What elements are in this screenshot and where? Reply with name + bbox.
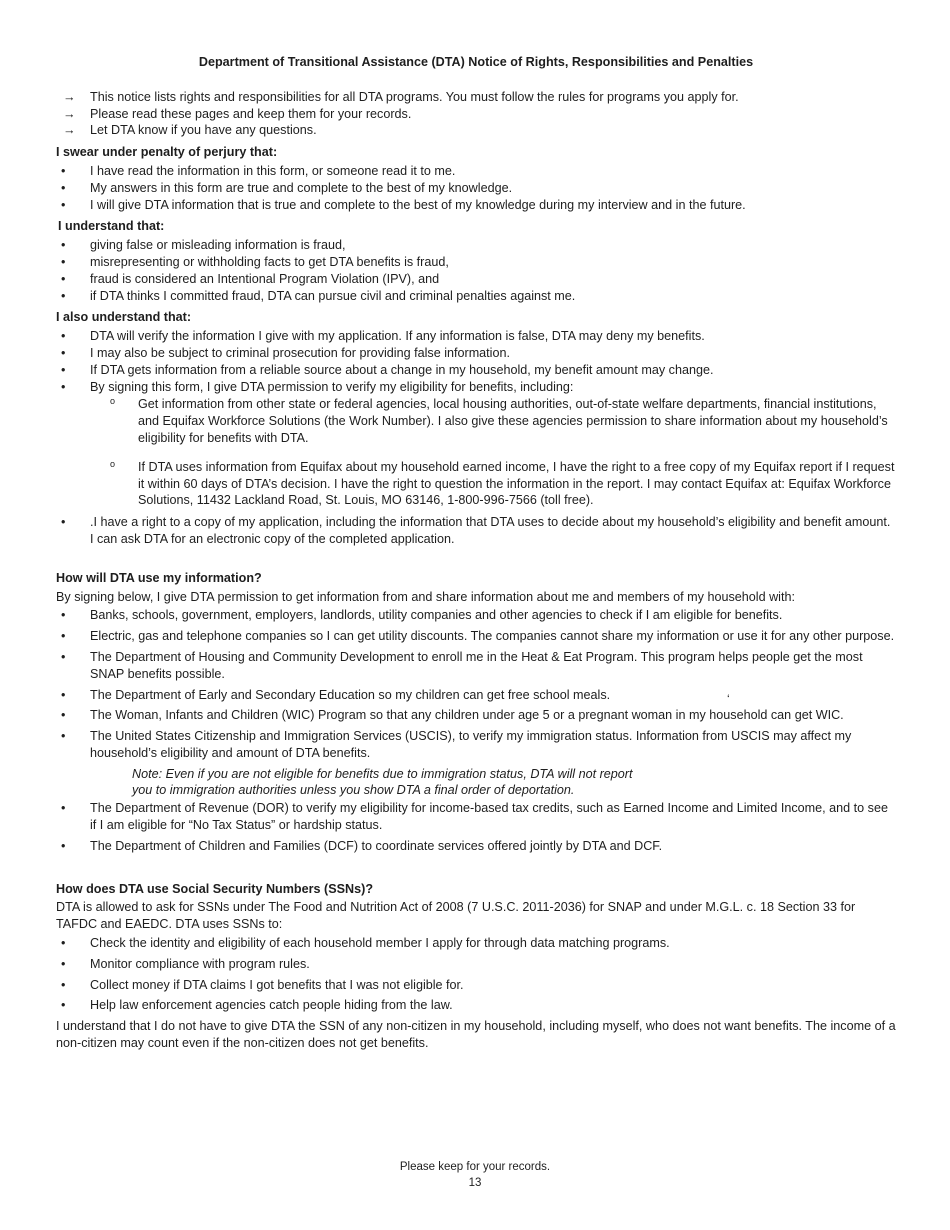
bullet-icon: • bbox=[61, 362, 66, 377]
list-item: → Let DTA know if you have any questions. bbox=[63, 123, 317, 138]
page-number: 13 bbox=[468, 1176, 482, 1189]
use-info-intro: By signing below, I give DTA permission to get information from and share information about me and members of my household with: bbox=[56, 589, 795, 604]
bullet-icon: • bbox=[61, 254, 66, 269]
understand-list bbox=[56, 237, 896, 304]
also-understand-list bbox=[56, 328, 896, 548]
use-info-list-continued bbox=[56, 800, 896, 854]
list-item: • I may also be subject to criminal prosecution for providing false information. bbox=[61, 345, 510, 360]
immigration-note: Note: Even if you are not eligible for benefits due to immigration status, DTA will not report you to immigration authorities unless you show DTA a final order of deportation. bbox=[132, 766, 633, 798]
bullet-icon: • bbox=[61, 998, 66, 1013]
understand-heading: I understand that: bbox=[58, 219, 165, 234]
arrow-icon: → bbox=[63, 123, 76, 138]
list-item: • if DTA thinks I committed fraud, DTA can pursue civil and criminal penalties against me. bbox=[61, 288, 576, 303]
ssn-intro: DTA is allowed to ask for SSNs under The Food and Nutrition Act of 2008 (7 U.S.C. 2011-2036) for SNAP and under M.G.L. c. 18 Section 33 for TAFDC and EAEDC. DTA uses SSNs to: bbox=[56, 900, 856, 932]
list-item: • By signing this form, I give DTA permission to verify my eligibility for benefits, including: bbox=[61, 379, 574, 394]
bullet-icon: • bbox=[61, 649, 66, 664]
list-item: • If DTA gets information from a reliable source about a change in my household, my benefit amount may change. bbox=[61, 362, 714, 377]
circle-bullet-icon: o bbox=[110, 396, 116, 407]
perjury-list bbox=[56, 163, 896, 213]
bullet-icon: • bbox=[61, 629, 66, 644]
list-item: • The Department of Housing and Community Development to enroll me in the Heat & Eat Program. This program helps people get the most SNAP benefits possible. bbox=[61, 649, 863, 681]
bullet-icon: • bbox=[61, 608, 66, 623]
bullet-icon: • bbox=[61, 238, 66, 253]
perjury-heading: I swear under penalty of perjury that: bbox=[56, 145, 278, 160]
sub-list-item: o Get information from other state or federal agencies, local housing authorities, out-of-state welfare departments, financial institutions, and Equifax Workforce Solutions (the Work Number). I also give these agencies permission to share information about my household’s eligibility for benefits with DTA. bbox=[56, 396, 896, 446]
arrow-icon: → bbox=[63, 89, 76, 104]
use-info-list bbox=[56, 607, 896, 761]
page-footer bbox=[0, 1160, 950, 1191]
sub-list-item: o If DTA uses information from Equifax about my household earned income, I have the right to a free copy of my Equifax report if I request it within 60 days of DTA’s decision. I have the right to question the information in the report. I may contact Equifax at: Equifax Workforce Solutions, 11432 Lackland Road, St. Louis, MO 63146, 1-800-996-7566 (toll free). bbox=[56, 459, 896, 509]
list-item: • DTA will verify the information I give with my application. If any information is false, DTA may deny my benefits. bbox=[61, 329, 705, 344]
also-understand-heading: I also understand that: bbox=[56, 310, 192, 325]
bullet-icon: • bbox=[61, 708, 66, 723]
list-item: • fraud is considered an Intentional Program Violation (IPV), and bbox=[61, 271, 440, 286]
bullet-icon: • bbox=[61, 838, 66, 853]
list-item: • Banks, schools, government, employers, landlords, utility companies and other agencies to check if I am eligible for benefits. bbox=[61, 608, 783, 623]
list-item: • Collect money if DTA claims I got benefits that I was not eligible for. bbox=[61, 977, 464, 992]
bullet-icon: • bbox=[61, 163, 66, 178]
list-item: • I will give DTA information that is true and complete to the best of my knowledge during my interview and in the future. bbox=[61, 197, 746, 212]
list-item: • The Woman, Infants and Children (WIC) Program so that any children under age 5 or a pregnant woman in my household can get WIC. bbox=[61, 708, 844, 723]
notice-page bbox=[56, 54, 896, 1054]
bullet-icon: • bbox=[61, 345, 66, 360]
list-item: • The Department of Early and Secondary Education so my children can get free school meals. bbox=[61, 687, 611, 702]
bullet-icon: • bbox=[61, 271, 66, 286]
bullet-icon: • bbox=[61, 197, 66, 212]
ssn-heading: How does DTA use Social Security Numbers (SSNs)? bbox=[56, 881, 374, 896]
ssn-closing: I understand that I do not have to give DTA the SSN of any non-citizen in my household, including myself, who does not want benefits. The income of a non-citizen may count even if the non-citizen does not get benefits. bbox=[56, 1019, 896, 1051]
bullet-icon: • bbox=[61, 936, 66, 951]
bullet-icon: • bbox=[61, 379, 66, 394]
list-item: • The United States Citizenship and Immigration Services (USCIS), to verify my immigration status. Information from USCIS may affect my household’s eligibility and amount of DTA benefits. bbox=[61, 729, 852, 760]
list-item: • Electric, gas and telephone companies so I can get utility discounts. The companies cannot share my information or use it for any other purpose. bbox=[61, 629, 895, 644]
list-item: • Monitor compliance with program rules. bbox=[61, 956, 310, 971]
footer-note: Please keep for your records. bbox=[399, 1161, 551, 1173]
list-item: • The Department of Children and Families (DCF) to coordinate services offered jointly by DTA and DCF. bbox=[61, 838, 663, 853]
stray-mark: ‘ bbox=[727, 692, 730, 706]
bullet-icon: • bbox=[61, 180, 66, 195]
list-item: • Help law enforcement agencies catch people hiding from the law. bbox=[61, 998, 453, 1013]
use-info-heading: How will DTA use my information? bbox=[56, 570, 262, 585]
intro-list bbox=[56, 89, 896, 139]
circle-bullet-icon: o bbox=[110, 458, 116, 469]
list-item: • giving false or misleading information is fraud, bbox=[61, 238, 346, 253]
document-title: Department of Transitional Assistance (DTA) Notice of Rights, Responsibilities and Penalties bbox=[198, 55, 754, 69]
bullet-icon: • bbox=[61, 687, 66, 702]
bullet-icon: • bbox=[61, 288, 66, 303]
bullet-icon: • bbox=[61, 515, 66, 530]
list-item: → Please read these pages and keep them for your records. bbox=[63, 106, 412, 121]
ssn-list bbox=[56, 935, 896, 1014]
list-item: • My answers in this form are true and complete to the best of my knowledge. bbox=[61, 180, 513, 195]
bullet-icon: • bbox=[61, 329, 66, 344]
bullet-icon: • bbox=[61, 956, 66, 971]
list-item: → This notice lists rights and responsibilities for all DTA programs. You must follow the rules for programs you apply for. bbox=[63, 89, 739, 104]
list-item: • I have read the information in this form, or someone read it to me. bbox=[61, 163, 456, 178]
list-item: • Check the identity and eligibility of each household member I apply for through data matching programs. bbox=[61, 936, 670, 951]
bullet-icon: • bbox=[61, 977, 66, 992]
list-item: • .I have a right to a copy of my application, including the information that DTA uses to decide about my household’s eligibility and benefit amount. I can ask DTA for an electronic copy of the completed application. bbox=[61, 515, 891, 546]
list-item: • misrepresenting or withholding facts to get DTA benefits is fraud, bbox=[61, 254, 449, 269]
bullet-icon: • bbox=[61, 801, 66, 816]
arrow-icon: → bbox=[63, 106, 76, 121]
list-item: • The Department of Revenue (DOR) to verify my eligibility for income-based tax credits, such as Earned Income and Limited Income, and to see if I am eligible for “No Tax Status” or hardship status. bbox=[61, 801, 888, 833]
bullet-icon: • bbox=[61, 729, 66, 744]
